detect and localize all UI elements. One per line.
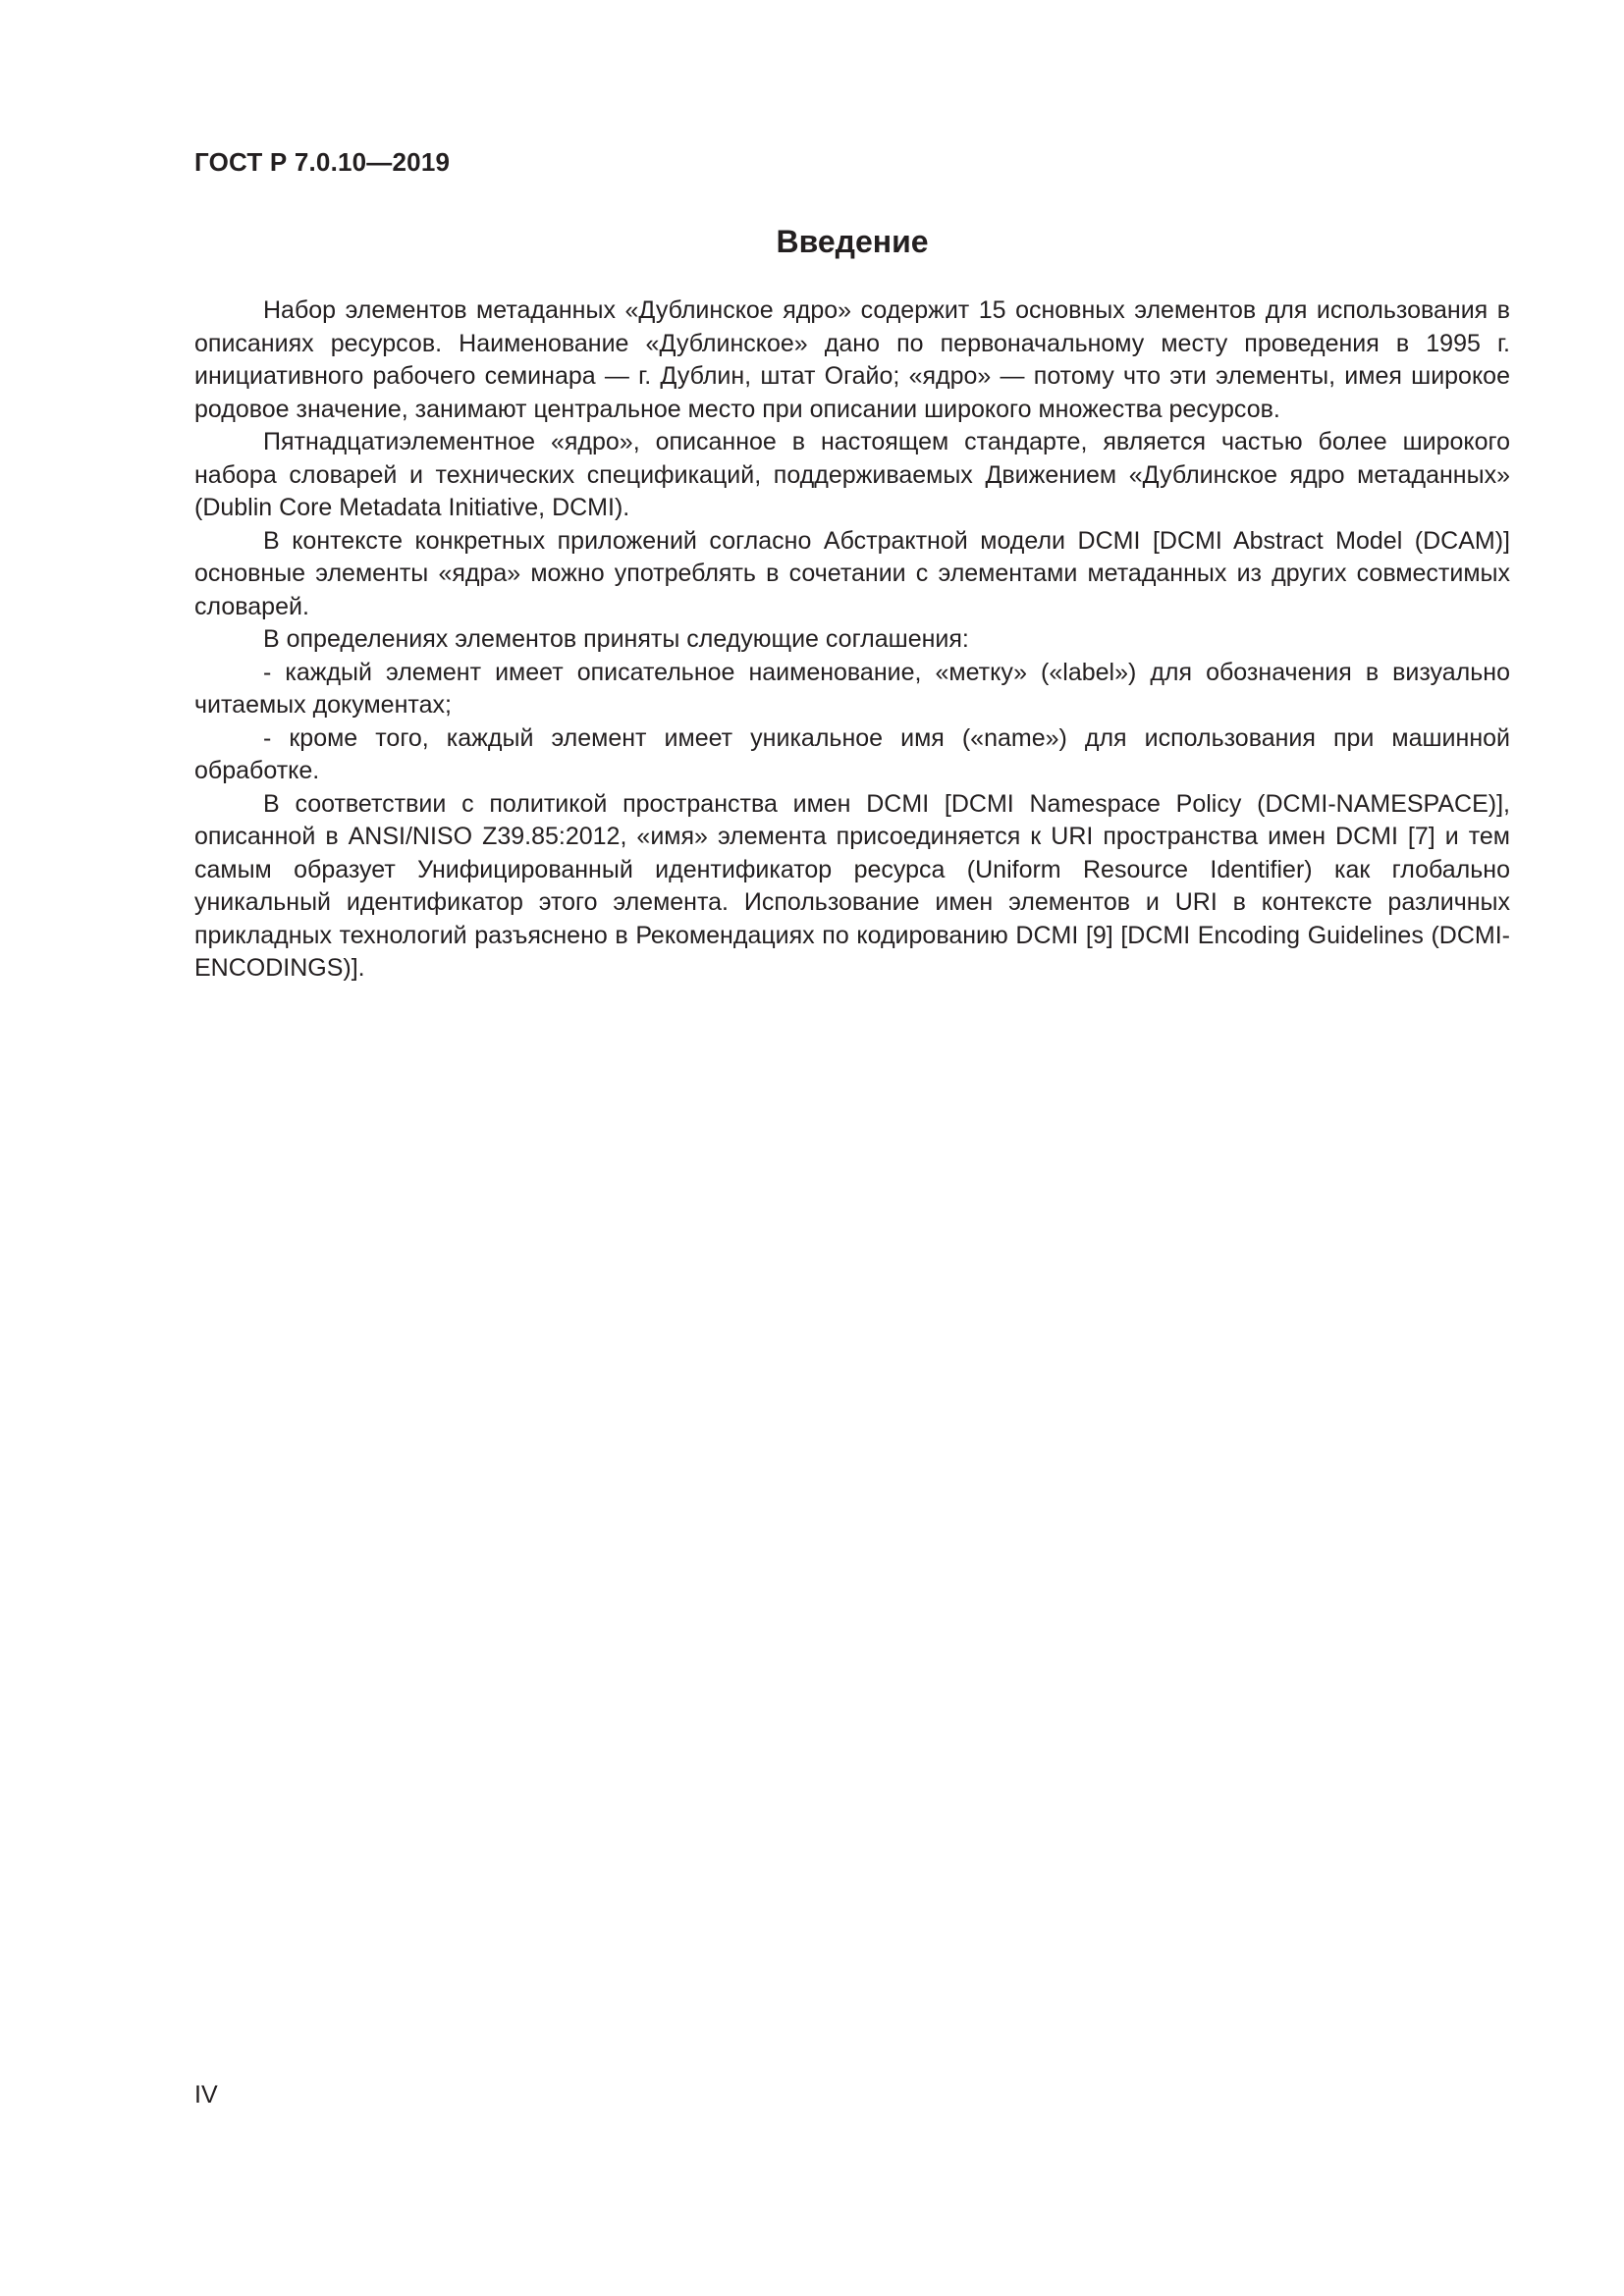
- list-item-name-convention: - кроме того, каждый элемент имеет уникальное имя («name») для использования при машинной обработке.: [194, 723, 1510, 784]
- paragraph-namespace-policy: В соответствии с политикой пространства имен DCMI [DCMI Namespace Policy (DCMI-NAMESPACE)], описанной в ANSI/NISO Z39.85:2012, «имя» элемента присоединяется к URI пространства имен DCMI [7] и тем самым образует Унифицированный идентификатор ресурса (Uniform Resource Identifier) как глобально уникальный идентификатор этого элемента. Использование имен элементов и URI в контексте различных прикладных технологий разъяснено в Рекомендациях по кодированию DCMI [9] [DCMI Encoding Guidelines (DCMI-ENCODINGS)].: [194, 789, 1510, 982]
- paragraph-dcmi-vocabularies: Пятнадцатиэлементное «ядро», описанное в настоящем стандарте, является частью более широкого набора словарей и технических спецификаций, поддерживаемых Движением «Дублинское ядро метаданных» (Dublin Core Metadata Initiative, DCMI).: [194, 428, 1510, 521]
- paragraph-conventions-intro: В определениях элементов приняты следующие соглашения:: [263, 625, 969, 653]
- introduction-body: [194, 294, 1510, 986]
- standard-designation: ГОСТ Р 7.0.10—2019: [194, 147, 451, 177]
- paragraph-dublin-core-overview: Набор элементов метаданных «Дублинское ядро» содержит 15 основных элементов для использования в описаниях ресурсов. Наименование «Дублинское» дано по первоначальному месту проведения в 1995 г. инициативного рабочего семинара — г. Дублин, штат Огайо; «ядро» — потому что эти элементы, имея широкое родовое значение, занимают центральное место при описании широкого множества ресурсов.: [194, 296, 1510, 423]
- section-title: Введение: [776, 224, 929, 259]
- paragraph-dcam-context: В контексте конкретных приложений согласно Абстрактной модели DCMI [DCMI Abstract Model (DCAM)] основные элементы «ядра» можно употреблять в сочетании с элементами метаданных из других совместимых словарей.: [194, 526, 1510, 620]
- list-item-label-convention: - каждый элемент имеет описательное наименование, «метку» («label») для обозначения в визуально читаемых документах;: [194, 658, 1510, 719]
- page-number: IV: [194, 2081, 218, 2109]
